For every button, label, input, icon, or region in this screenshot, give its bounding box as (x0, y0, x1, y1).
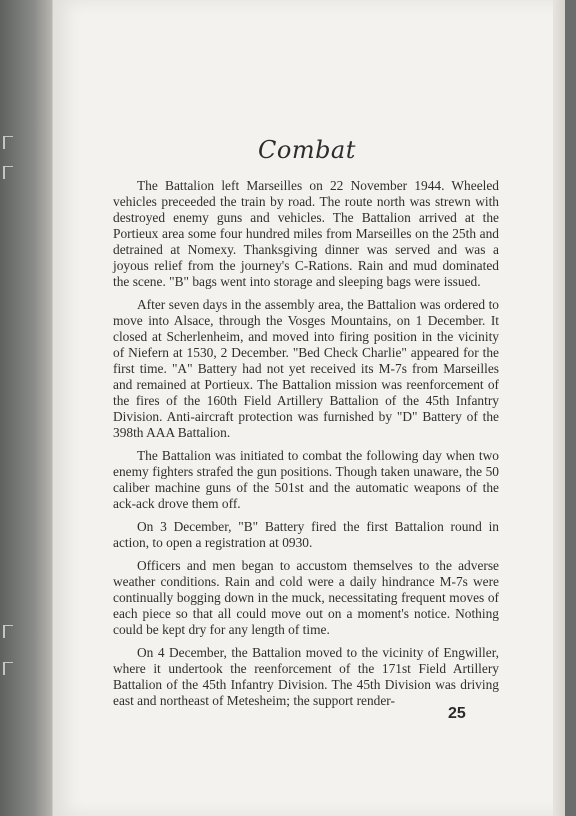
page (52, 0, 565, 816)
paragraph: The Battalion left Marseilles on 22 November 1944. Wheeled vehicles preceeded the train by road. The route north was strewn with destroyed enemy guns and vehicles. The Battalion arrived at the Portieux area some four hundred miles from Marseilles on the 25th and detrained at Nomexy. Thanksgiving dinner was served and was a joyous relief from the journey's C-Rations. Rain and mud dominated the scene. "B" bags went into storage and sleeping bags were issued. (113, 178, 499, 289)
paragraph: On 3 December, "B" Battery fired the first Battalion round in action, to open a registration at 0930. (113, 519, 499, 550)
paragraph: On 4 December, the Battalion moved to the vicinity of Engwiller, where it undertook the reenforcement of the 171st Field Artillery Battalion of the 45th Infantry Division. The 45th Division was driving east and northeast of Metesheim; the support render- (113, 645, 499, 708)
paragraph: After seven days in the assembly area, the Battalion was ordered to move into Alsace, through the Vosges Mountains, on 1 December. It closed at Scherlenheim, and moved into firing position in the vicinity of Niefern at 1530, 2 December. "Bed Check Charlie" appeared for the first time. "A" Battery had not yet received its M-7s from Marseilles and remained at Portieux. The Battalion mission was reenforcement of the fires of the 160th Field Artillery Battalion of the 45th Infantry Division. Anti-aircraft protection was furnished by "D" Battery of the 398th AAA Battalion. (113, 297, 499, 440)
body-text (113, 178, 499, 716)
binding-clip-mark (3, 166, 13, 179)
page-number: 25 (448, 705, 466, 722)
paragraph: The Battalion was initiated to combat the following day when two enemy fighters strafed the gun positions. Though taken unaware, the 50 caliber machine guns of the 501st and the automatic weapons of the ack-ack drove them off. (113, 448, 499, 511)
binding-clip-mark (3, 136, 13, 149)
binding-clip-mark (3, 662, 13, 675)
binding-clip-mark (3, 625, 13, 638)
page-edge (553, 0, 565, 816)
paragraph: Officers and men began to accustom themselves to the adverse weather conditions. Rain and cold were a daily hindrance M-7s were continually bogging down in the muck, necessitating frequent moves of each piece so that all could move out on a moment's notice. Nothing could be kept dry for any length of time. (113, 558, 499, 637)
section-heading: Combat (258, 136, 356, 164)
